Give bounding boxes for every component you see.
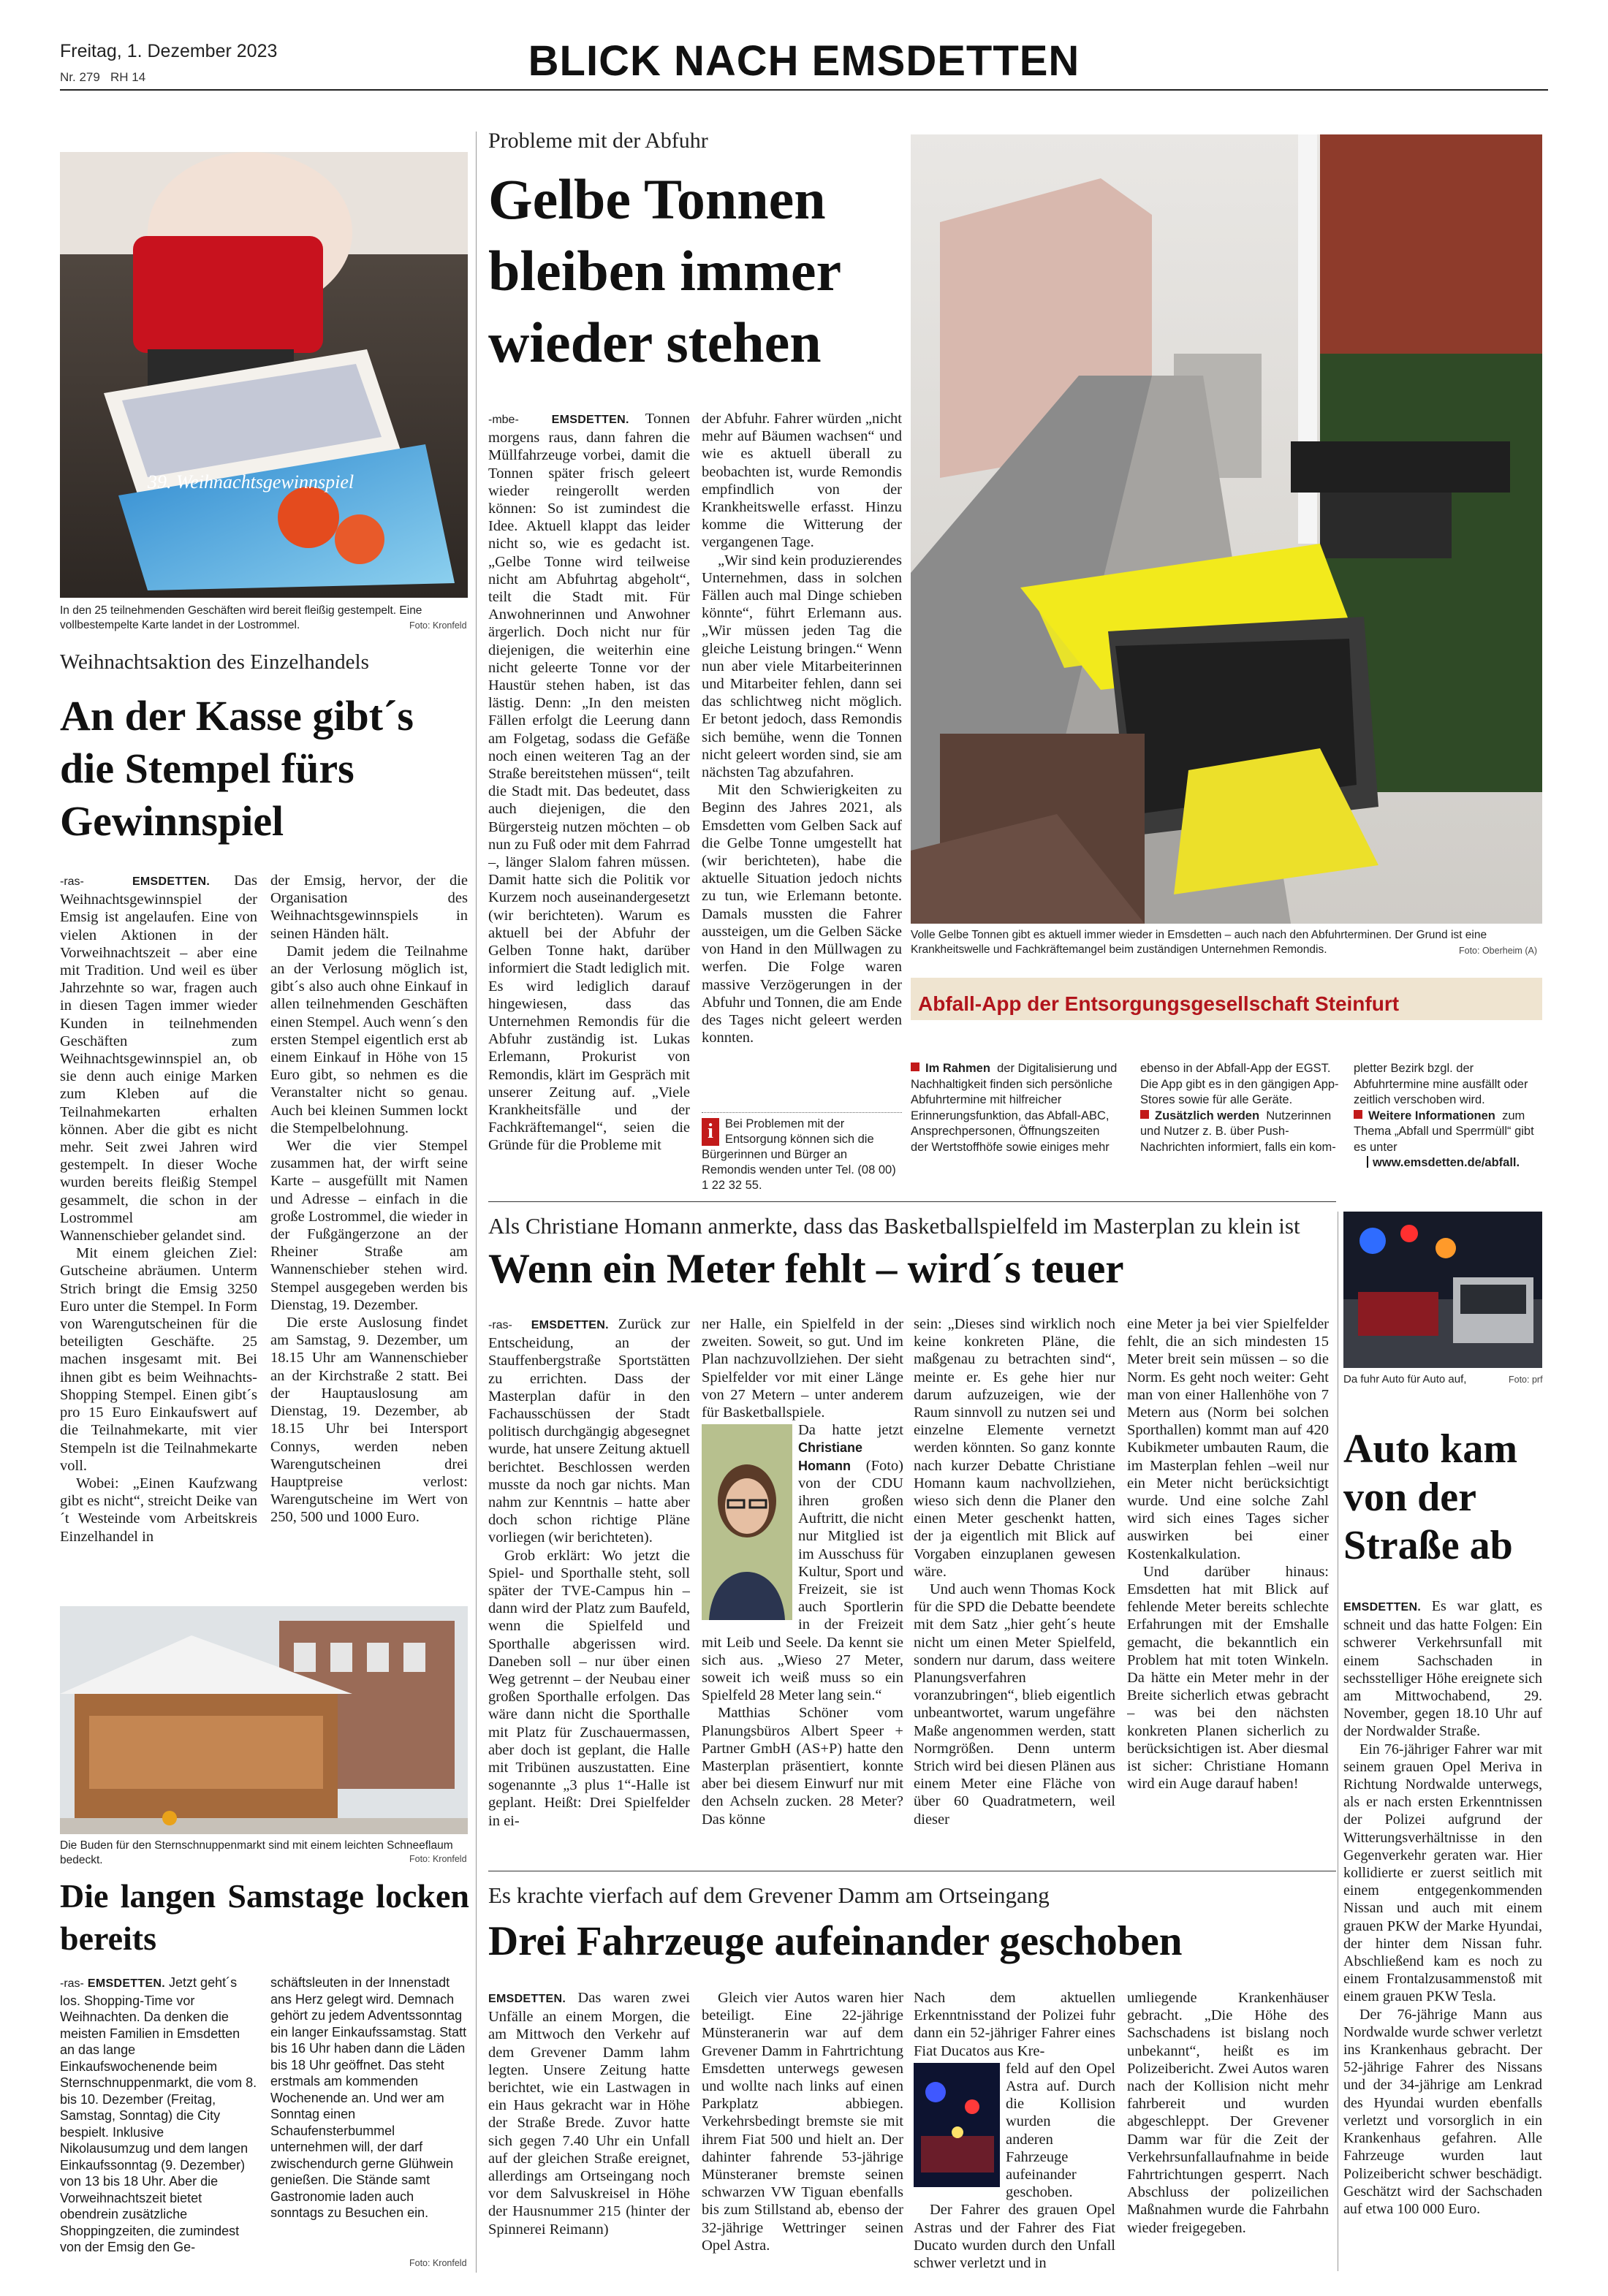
bins-info-box — [702, 1117, 902, 1193]
crash-photo-image — [914, 2063, 1000, 2187]
stamp-headline: An der Kasse gibt´s die Stempel fürs Gewinnspiel — [60, 692, 414, 845]
meter-col2-pre: Da hatte jetzt — [798, 1422, 903, 1439]
stamp-col1-p1 — [60, 872, 257, 1244]
issue-nr: Nr. 279 — [60, 70, 100, 84]
meter-byline: -ras- — [488, 1319, 512, 1331]
bins-photo — [911, 134, 1542, 924]
car-p1 — [1343, 1597, 1542, 1741]
stamp-photo-credit: Foto: Kronfeld — [409, 620, 467, 631]
saturday-byline: -ras- — [60, 1977, 84, 1990]
meter-col2-p1: ner Halle, ein Spielfeld in der zweiten. Soweit, so gut. Und im Plan nachzuvollziehen. Der sieht Spielfelder vor mit einer Länge von 27 Metern – unter anderem für Basketballspiele. — [702, 1316, 903, 1421]
meter-col3-p1: sein: „Dieses sind wirklich noch keine konkreten Pläne, die maßgenau zu betrachten sind“, meinte er. Es gehe hier nur darum aufzuzeigen, wie der Raum sinnvoll zu nutzen sei und einzelne Elemente vernetzt werden könnten. So ganz konnte nach kurzer Debatte Christiane Homann kaum nachvollziehen, wieso sich denn die Planer den einen Meter geschenkt hatten, der ja eigentlich mit Blick auf Vorgaben einzuplanen gewesen wäre. — [914, 1316, 1115, 1580]
stamp-col2-p3: Wer die vier Stempel zusammen hat, der wirft seine Karte – ausgefüllt mit Namen und Adresse – einfach in die große Lostrommel, die wieder in der Fußgängerzone an der Rheiner Straße am Wannenschieber stehen wird. Stempel ausgegeben werden bis Dienstag, 19. Dezember. — [270, 1138, 468, 1313]
bullet-square — [1354, 1110, 1362, 1119]
app-col2-lead: Zusätzlich werden — [1155, 1109, 1260, 1122]
bins-photo-caption: Volle Gelbe Tonnen gibt es aktuell immer wieder in Emsdetten – auch nach den Abfuhrterminen. Der Grund ist eine Krankheitswelle und Fachkräftemangel beim zuständigen Unternehmen Remondis. — [911, 929, 1487, 956]
market-photo-caption: Die Buden für den Sternschnuppenmarkt sind mit einem leichten Schneeflaum bedeckt. — [60, 1839, 453, 1866]
stamp-col-1 — [60, 872, 257, 1604]
app-col-3 — [1354, 1061, 1542, 1171]
column-divider-left — [476, 132, 477, 2273]
stamp-col1-text-1: Das Weihnachtsgewinnspiel der Emsig ist angelaufen. Eine von vielen Aktionen in der Vorweihnachtszeit – aber eine mit Tradition. Und weil es über Jahrzehnte so war, fragen auch in diesen Tagen immer wieder Kunden in teilnehmenden Geschäften zum Weihnachtsgewinnspiel an, ob sie denn auch einige Marken zum Kleben auf die Teilnahmekarten erhalten können. Aber die gibt es nicht mehr. Seit zwei Jahren wird gestempelt. In dieser Woche wurden bereits fleißig Stempel gesammelt, die schon in der Lostrommel am Wannenschieber gelandet sind. — [60, 873, 257, 1244]
meter-col2-p3: Matthias Schöner vom Planungsbüros Albert Speer + Partner GmbH (AS+P) hatte den Masterplan präsentiert, konnte aber bei diesem Einwurf nur mit den Achseln zucken. 28 Meter? Das könne — [702, 1705, 903, 1828]
meter-col2-post: (Foto) von der CDU ihren großen Auftritt, die nicht nur Mitglied ist im Ausschuss für Kultur, Sport und Freizeit, sie ist auch Sportlerin in der Freizeit mit Leib und Seele. Da kennt sie sich aus. „Wieso 27 Meter, soweit ich weiß muss so ein Spielfeld 28 Meter lang sein.“ — [702, 1457, 903, 1704]
app-col2-text-b: Nutzerinnen und Nutzer z. B. über Push-Nachrichten informiert, falls ein kom- — [1140, 1109, 1336, 1154]
crash-col3-p2: feld auf den Opel Astra auf. Durch die Kollision wurden die anderen Fahrzeuge aufeinander geschoben. — [1006, 2060, 1115, 2201]
bins-col-1 — [488, 410, 690, 1185]
meter-col3-p2: Und auch wenn Thomas Kock für die SPD die Debatte beendete mit dem Satz „hier geht´s heute nicht um einen Meter Spielfeld, sondern nur darum, dass weitere Planungsverfahren voranzubringen“, blieb eigentlich unbeantwortet, warum ungefähre Maße angenommen werden, statt Normgrößen. Denn unterm Strich wird bei diesen Plänen aus einem Meter eine Fläche von über 60 Quadratmetern, weil dieser — [914, 1581, 1115, 1828]
homann-name: Christiane Homann — [798, 1440, 863, 1473]
issue-edition: RH 14 — [110, 70, 146, 84]
meter-col4-p1: eine Meter ja bei vier Spielfelder fehlt, die an sich mindesten 15 Meter breit sein müssen – so die Norm. Es geht noch weiter: Geht man von einer Hallenhöhe von 7 Metern aus (Norm bei solchen Sporthallen) kommt man auf 420 Kubikmeter umbauten Raum, die im Masterplan fehlen –weil nur ein Meter nicht berücksichtigt wurde. Und eine solche Zahl wird sich eines Tages sicher auswirken bei einer Kostenkalkulation. — [1127, 1316, 1329, 1562]
bins-headline: Gelbe Tonnen bleiben immer wieder stehen — [488, 167, 841, 374]
meter-col1-p1 — [488, 1315, 690, 1547]
crash-col1-p1 — [488, 1989, 690, 2238]
saturday-col1-p1 — [60, 1974, 257, 2256]
meter-col-1 — [488, 1315, 690, 1846]
crash-col3-p1: Nach dem aktuellen Erkenntnisstand der Polizei fuhr dann ein 52-jähriger Fahrer eines Fiat Ducatos aus Kre- — [914, 1990, 1115, 2059]
saturday-col2-credit: Foto: Kronfeld — [409, 2258, 467, 2268]
app-col3-text: pletter Bezirk bzgl. der Abfuhrtermine mine ausfällt oder zeitlich verschoben wird. — [1354, 1062, 1528, 1106]
app-col1-lead: Im Rahmen — [925, 1062, 990, 1075]
app-col1-text: der Digitalisierung und Nachhaltigkeit finden sich persönliche Abfuhrtermine mit hilfreicher Erinnerungsfunktion, das Abfall-ABC, Ansprechpersonen, Öffnungszeiten der Wertstoffhöfe sowie einiges mehr — [911, 1062, 1118, 1154]
app-url-link[interactable]: www.emsdetten.de/abfall. — [1373, 1156, 1520, 1169]
meter-headline: Wenn ein Meter fehlt – wird´s teuer — [488, 1246, 1124, 1292]
saturday-col1-text: Jetzt geht´s los. Shopping-Time vor Weihnachten. Da denken die meisten Familien in Emsdetten an das lange Einkaufswochenende beim Sternschnuppenmarkt, die vom 8. bis 10. Dezember (Freitag, Samstag, Sonntag) die City bespielt. Inklusive Nikolausumzug und dem langen Einkaufssonntag (9. Dezember) von 13 bis 18 Uhr. Aber die Vorweihnachtszeit bietet obendrein zusätzliche Shoppingzeiten, die zumindest von der Emsig den Ge- — [60, 1975, 257, 2254]
car-photo-image — [1343, 1212, 1542, 1368]
info-divider — [702, 1112, 902, 1113]
bullet-square — [911, 1063, 919, 1071]
crash-headline: Drei Fahrzeuge aufeinander geschoben — [488, 1918, 1183, 1964]
crash-photo — [914, 2063, 1000, 2187]
car-photo-credit: Foto: prf — [1509, 1375, 1543, 1385]
crash-col-3 — [914, 1989, 1115, 2274]
car-headline: Auto kam von der Straße ab — [1343, 1426, 1518, 1568]
bins-col2-p3: Mit den Schwierigkeiten zu Beginn des Jahres 2021, als Emsdetten vom Gelben Sack auf die Gelbe Tonne umgestellt hat (wir berichteten), habe die aktuelle Situation jedoch nichts zu tun, wie Erlemann betonte. Damals mussten die Fahrer aussteigen, um die Gelben Säcke von Hand in den Müllwagen zu werfen. Die Folge waren massive Verzögerungen in der Abfuhr und Tonnen, die am Ende des Tages nicht geleert werden konnten. — [702, 782, 902, 1046]
meter-col4-p2: Und darüber hinaus: Emsdetten hat mit Blick auf fehlende Meter bereits schlechte Erfahrungen mit der Emshalle gemacht, die bekanntlich ein Problem hat mit toten Winkeln. Da hätte ein Meter mehr in der Breite sicherlich etwas gebracht – was bei den nächsten konkreten Planen sicherlich zu berücksichtigen ist. Aber diesmal ist sicher: Christiane Homann wird ein Auge darauf haben! — [1127, 1563, 1329, 1793]
car-text-1: Es war glatt, es schneit und das hatte Folgen: Ein schwerer Verkehrsunfall mit einem Sachschaden in sechsstelliger Höhe ereignete sich am Mittwochabend, 29. November, gegen 18.10 Uhr auf der Nordwalder Straße. — [1343, 1598, 1542, 1740]
crash-col3-p3: Der Fahrer des grauen Opel Astras und der Fahrer des Fiat Ducato wurden durch den Unfall schwer verletzt und in — [914, 2202, 1115, 2272]
meter-col-3 — [914, 1315, 1115, 1846]
app-col-2 — [1140, 1061, 1339, 1155]
stamp-col1-p3: Wobei: „Einen Kaufzwang gibt es nicht“, streicht Deike van´t Westeinde vom Arbeitskreis Einzelhandel in — [60, 1475, 257, 1545]
bins-info-text: Bei Problemen mit der Entsorgung können sich die Bürgerinnen und Bürger an Remondis wenden unter Tel. (08 00) 1 22 32 55. — [702, 1117, 896, 1192]
stamp-col1-p2: Mit einem gleichen Ziel: Gutscheine abräumen. Unterm Strich bringt die Emsig 3250 Euro unter die Stempel. In Form von Warengutscheinen für die beteiligten Geschäfte. 25 machen insgesamt mit. Bei ihnen gibt es beim Weihnachts-Shopping Stempel. Einen gibt´s pro 15 Euro Einkaufswert auf die Teilnahmekarte, mit vier Stempeln ist die Teilnahmekarte voll. — [60, 1245, 257, 1474]
bins-location: EMSDETTEN. — [551, 414, 629, 426]
car-article-text — [1343, 1597, 1542, 2270]
homann-portrait — [702, 1424, 792, 1620]
issue-date: Freitag, 1. Dezember 2023 — [60, 41, 278, 61]
stamp-col2-p1: der Emsig, hervor, der die Organisation des Weihnachtsgewinnspiels in seinen Händen hält. — [270, 873, 468, 942]
bins-col2-p2: „Wir sind kein produzierendes Unternehmen, dass in solchen Fällen auch mal Dinge schieben könnte“, führt Erlemann aus. „Wir müssen jeden Tag die gleiche Leistung bringen.“ Wenn nun aber viele Mitarbeiterinnen und Mitarbeiter fehlen, dann sei das schlichtweg nicht möglich. Er betont jedoch, dass Remondis sich bemühe, wenn die Tonnen nicht geleert worden sind, sie am nächsten Tag abzufahren. — [702, 552, 902, 781]
saturday-col-2 — [270, 1974, 468, 2271]
meter-col-2 — [702, 1315, 903, 1846]
section-divider-meter — [488, 1201, 1336, 1202]
saturday-location: EMSDETTEN. — [87, 1977, 166, 1990]
crash-col2-p1: Gleich vier Autos waren hier beteiligt. Eine 22-jährige Münsteranerin war auf dem Grevener Damm in Fahrtrichtung Emsdetten unterwegs gewesen und wollte nach links auf einen Parkplatz abbiegen. Verkehrsbedingt bremste sie mit ihrem Fiat 500 und hielt an. Der dahinter fahrende 53-jährige Münsteraner bremste seinen schwarzen VW Tiguan ebenfalls bis zum Stillstand ab, ebenso der 32-jährige Wettringer seinen Opel Astra. — [702, 1990, 903, 2254]
meter-col1-p2: Grob erklärt: Wo jetzt die Spiel- und Sporthalle steht, soll später der TVE-Campus hin – dann wird der Platz zum Baufeld, wenn die Spielfeld und Sporthalle abgerissen wird. Daneben soll – nur über einen Weg getrennt – der Neubau einer großen Sporthalle erfolgen. Das wäre dann nicht die Sporthalle mit Platz für Zuschauermassen, aber doch ist geplant, die Halle mit Tribünen auszustatten. Eine sogenannte „3 plus 1“-Halle ist geplant. Heißt: Drei Spielfelder in ei- — [488, 1547, 690, 1829]
bins-photo-image — [911, 134, 1542, 924]
app-col-1 — [911, 1061, 1119, 1155]
meter-kicker: Als Christiane Homann anmerkte, dass das Basketballspielfeld im Masterplan zu klein ist — [488, 1213, 1300, 1239]
bullet-square — [1140, 1110, 1149, 1119]
crash-kicker: Es krachte vierfach auf dem Grevener Damm am Ortseingang — [488, 1882, 1050, 1908]
saturday-headline: Die langen Samstage locken bereits — [60, 1877, 469, 1957]
info-icon: i — [702, 1118, 719, 1146]
bins-photo-credit: Foto: Oberheim (A) — [1459, 946, 1537, 956]
stamp-photo-image — [60, 152, 468, 598]
url-marker — [1367, 1156, 1368, 1168]
saturday-col2-p1: schäftsleuten in der Innenstadt ans Herz gelegt wird. Demnach gehört zu jedem Adventssonntag ein langer Einkaufssamstag. Statt bis 16 Uhr haben dann die Läden bis 18 Uhr geöffnet. Das steht erstmals am kommenden Wochenende an. Und wer am Sonntag einen Schaufensterbummel unternehmen will, der darf zwischendurch gerne Glühwein genießen. Die Stände samt Gastronomie laden auch sonntags zu Besuchen ein. — [270, 1975, 467, 2220]
car-photo — [1343, 1212, 1542, 1368]
stamp-col2-p4: Die erste Auslosung findet am Samstag, 9. Dezember, um 18.15 Uhr am Wannenschieber an der Kirchstraße 2 statt. Bei der Hauptauslosung am Dienstag, 19. Dezember, ab 18.15 Uhr bei Intersport Connys, werden neben Warengutscheinen drei Hauptpreise verlost: Warengutscheine im Wert von 250, 500 und 1000 Euro. — [270, 1315, 468, 1526]
car-photo-caption: Da fuhr Auto für Auto auf, — [1343, 1373, 1467, 1385]
crash-col1-text: Das waren zwei Unfälle an einem Morgen, die am Mittwoch den Verkehr auf dem Grevener Damm lahm legten. Unsere Zeitung hatte berichtet, wie ein Lastwagen in ein Haus gekracht war in Höhe der Straße Brede. Zuvor hatte sich gegen 7.40 Uhr ein Unfall auf der gleichen Straße ereignet, allerdings am Ortseingang noch vor dem Salvuskreisel in Höhe der Hausnummer 215 (hinter der Spinnerei Reimann) — [488, 1990, 690, 2238]
section-title: BLICK NACH EMSDETTEN — [528, 37, 1080, 85]
car-p2: Ein 76-jähriger Fahrer war mit seinem grauen Opel Meriva in Richtung Nordwalde unterwegs, als er nach ersten Erkenntnissen der Polizei aufgrund der Witterungsverhältnisse in den Gegenverkehr geraten war. Hier kollidierte er zuerst seitlich mit einem entgegenkommenden Nissan und auch mit einem grauen PKW der Marke Hyundai, der hinter dem Nissan fuhr. Abschließend kam es noch zu einem Frontalzusammenstoß mit einem grauen PKW Tesla. — [1343, 1741, 1542, 2005]
stamp-photo — [60, 152, 468, 598]
market-photo — [60, 1606, 468, 1834]
stamp-kicker: Weihnachtsaktion des Einzelhandels — [60, 650, 369, 674]
svg-text:39. Weihnachtsgewinnspiel: 39. Weihnachtsgewinnspiel — [148, 471, 354, 493]
stamp-col-2 — [270, 872, 468, 1604]
car-location: EMSDETTEN. — [1343, 1601, 1422, 1613]
stamp-location: EMSDETTEN. — [132, 875, 211, 888]
app-col3-lead: Weitere Informationen — [1368, 1109, 1495, 1122]
bins-kicker: Probleme mit der Abfuhr — [488, 129, 708, 153]
crash-location: EMSDETTEN. — [488, 1993, 566, 2005]
saturday-col-1 — [60, 1974, 257, 2271]
bins-col1-p1 — [488, 410, 690, 1155]
meter-col-4 — [1127, 1315, 1329, 1846]
homann-photo — [702, 1424, 792, 1620]
crash-col-2 — [702, 1989, 903, 2274]
meter-col1-text-1: Zurück zur Entscheidung, an der Stauffenbergstraße Sportstätten zu errichten. Dass der Masterplan dafür in den Fachausschüssen der Stadt politisch durchgängig abgesegnet wurde, hat unsere Zeitung aktuell berichtet. Beschlossen werden musste da noch gar nichts. Man nahm zur Kenntnis – hatte aber doch schon richtige Pläne vorliegen (wir berichteten). — [488, 1316, 690, 1546]
bins-byline: -mbe- — [488, 414, 519, 426]
app-box-title: Abfall-App der Entsorgungsgesellschaft Steinfurt — [918, 992, 1400, 1015]
app-col2-text: ebenso in der Abfall-App der EGST. Die App gibt es in den gängigen App-Stores sowie für alle Geräte. — [1140, 1062, 1339, 1106]
market-photo-image — [60, 1606, 468, 1834]
stamp-photo-caption: In den 25 teilnehmenden Geschäften wird bereit fleißig gestempelt. Eine vollbestempelte Karte landet in der Lostrommel. — [60, 604, 422, 631]
market-photo-credit: Foto: Kronfeld — [409, 1854, 467, 1864]
bins-col2-p1: der Abfuhr. Fahrer würden „nicht mehr auf Bäumen wachsen“ und wie es aktuell überall zu beobachten ist, wurde Remondis empfindlich von der Krankheitswelle erfasst. Hinzu komme die Witterung der vergangenen Tage. — [702, 411, 902, 551]
stamp-byline: -ras- — [60, 875, 84, 888]
meter-location: EMSDETTEN. — [531, 1319, 609, 1331]
bins-col-2 — [702, 410, 902, 1111]
stamp-col2-p2: Damit jedem die Teilnahme an der Verlosung möglich ist, gibt´s also auch ohne Einkauf in allen teilnehmenden Geschäften einen Stempel. Auch wenn´s den ersten Stempel eigentlich erst ab einem Einkauf in Höhe von 15 Euro gibt, so nehmen es die Veranstalter nicht so genau. Auch bei kleinen Summen lockt die Stempelbelohnung. — [270, 943, 468, 1136]
masthead-rule — [60, 89, 1548, 91]
bins-col1-text: Tonnen morgens raus, dann fahren die Müllfahrzeuge vorbei, damit die Tonnen später frisch geleert wieder reingerollt werden können: So ist zumindest die Idee. Aktuell klappt das leider nicht so, wie es gedacht ist. „Gelbe Tonne wird teilweise nicht am Abfuhrtag abgeholt“, teilt die Stadt mit. Für Anwohnerinnen und Anwohner ärgerlich. Doch nicht nur für diejenigen, die weiterhin eine nicht geleerte Tonne vor der Haustür stehen haben, ist das lästig. Denn: „In den meisten Fällen erfolgt die Leerung dann am Folgetag, sodass die Gefäße noch einen weiteren Tag an der Straße bereitstehen müssen“, teilt die Stadt mit. Das bedeutet, dass auch diejenigen, die den Bürgersteig nutzen möchten – ob nun zu Fuß oder mit dem Fahrrad –, länger Slalom fahren müssen. Damit hatte sich die Politik vor Kurzem noch auseinandergesetzt (wir berichteten). Warum es aktuell bei der Abfuhr der Gelben Tonne hakt, darüber informiert die Stadt lediglich mit. Es wird lediglich darauf hingewiesen, dass das Unternehmen Remondis für die Abfuhr zuständig ist. Lukas Erlemann, Prokurist von Remondis, klärt im Gespräch mit unserer Zeitung auf. „Viele Krankheitsfälle und der Fachkräftemangel“, seien die Gründe für die Probleme mit — [488, 411, 690, 1154]
car-p3: Der 76-jährige Mann aus Nordwalde wurde schwer verletzt ins Krankenhaus gebracht. Der 52-jährige Fahrer des Nissans und der 34-jährige am Lenkrad des Hyundai wurden ebenfalls verletzt und vorsorglich in ein Krankenhaus gefahren. Alle Fahrzeuge wurden laut Polizeibericht schwer beschädigt. Geschätzt wird der Sachschaden auf etwa 100 000 Euro. — [1343, 2006, 1542, 2217]
crash-col-4 — [1127, 1989, 1329, 2274]
crash-col-1 — [488, 1989, 690, 2274]
crash-col4-p1: umliegende Krankenhäuser gebracht. „Die Höhe des Sachschadens ist bislang noch unbekannt“, heißt es im Polizeibericht. Zwei Autos waren nach der Kollision nicht mehr fahrbereit und wurden abgeschleppt. Der Grevener Damm war für die Zeit der Verkehrsunfallaufnahme in beide Fahrtrichtungen gesperrt. Nach Abschluss der polizeilichen Maßnahmen wurde die Fahrbahn wieder freigegeben. — [1127, 1990, 1329, 2236]
app-col3-text-b: zum Thema „Abfall und Sperrmüll“ gibt es unter — [1354, 1109, 1534, 1154]
